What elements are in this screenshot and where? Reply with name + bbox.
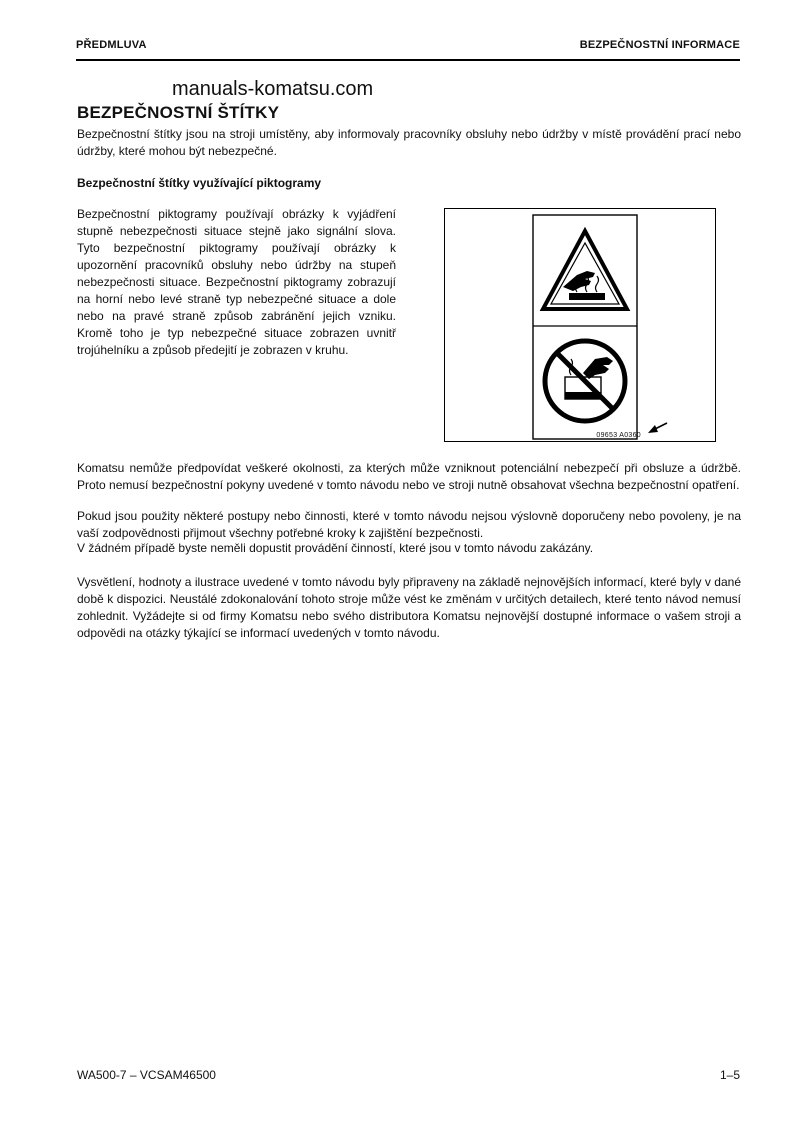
safety-label-figure (444, 208, 716, 442)
header-section: BEZPEČNOSTNÍ INFORMACE (579, 39, 740, 51)
footer-page-number: 1–5 (719, 1068, 740, 1082)
footer-model: WA500-7 – VCSAM46500 (77, 1068, 216, 1082)
watermark-url: manuals-komatsu.com (172, 78, 374, 100)
paragraph-liability: Komatsu nemůže předpovídat veškeré okolnosti, za kterých může vzniknout potenciální nebezpečí při obsluze a údržbě. Proto nemusí bezpečnostní pokyny uvedené v tomto návodu nebo ve stroji nutně obsahovat všechna bezpečnostní opatření. (77, 461, 741, 492)
header-chapter: PŘEDMLUVA (76, 39, 147, 51)
section-title: BEZPEČNOSTNÍ ŠTÍTKY (77, 103, 280, 122)
paragraph-updates: Vysvětlení, hodnoty a ilustrace uvedené v tomto návodu byly připraveny na základě nejnovějších informací, které byly v dané době k dispozici. Neustálé zdokonalování tohoto stroje může vést ke změnám v určitých detailech, které tento návod nemusí zohlednit. Vyžádejte si od firmy Komatsu nebo svého distributora Komatsu nejnovější dostupné informace o vašem stroji a odpovědi na otázky týkající se informací uvedených v tomto návodu. (77, 575, 741, 640)
intro-paragraph: Bezpečnostní štítky jsou na stroji umístěny, aby informovaly pracovníky obsluhy nebo údržby v místě provádění prací nebo údržby, které mohou být nebezpečné. (77, 127, 741, 158)
label-outline (533, 215, 637, 439)
subsection-title: Bezpečnostní štítky využívající piktogramy (77, 176, 322, 190)
page-header (76, 39, 740, 61)
paragraph-procedures: Pokud jsou použity některé postupy nebo činnosti, které v tomto návodu nejsou výslovně doporučeny nebo povoleny, je na vaší zodpovědnosti přijmout všechny potřebné kroky k zajištění bezpečnosti. (77, 509, 741, 540)
safety-label-drawing (445, 209, 717, 443)
do-not-touch-prohibition-icon (545, 341, 625, 421)
hot-surface-warning-icon (543, 231, 627, 309)
figure-code: 09653 A0360 (596, 432, 641, 439)
pointer-arrow-icon (648, 423, 667, 433)
pictogram-paragraph: Bezpečnostní piktogramy používají obrázky k vyjádření stupně nebezpečnosti situace stejně jako signální slova. Tyto bezpečnostní piktogramy používají obrázky k upozornění pracovníků obsluhy nebo údržby na stupeň nebezpečnosti situace. Bezpečnostní piktogramy zobrazují na horní nebo levé straně typ nebezpečné situace a dole nebo na pravé straně způsob zabránění jejich vzniku. Kromě toho je typ nebezpečné situace zobrazen uvnitř trojúhelníku a způsob předejití je zobrazen v kruhu. (77, 207, 396, 357)
paragraph-prohibited: V žádném případě byste neměli dopustit provádění činností, které jsou v tomto návodu zakázány. (77, 541, 594, 555)
